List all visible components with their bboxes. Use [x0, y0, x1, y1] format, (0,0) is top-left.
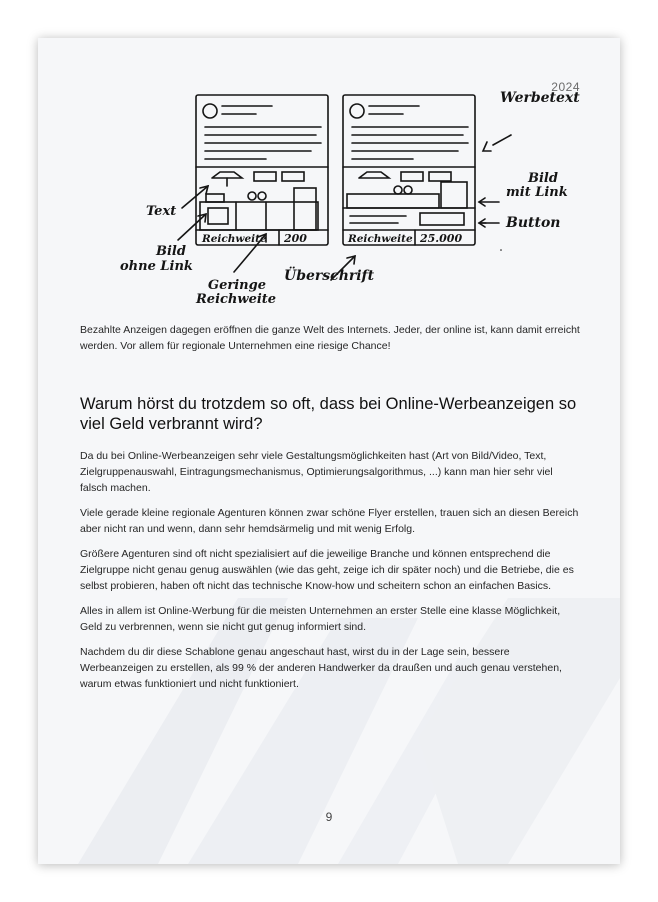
document-page [38, 38, 620, 864]
body-paragraph-2: Viele gerade kleine regionale Agenturen können zwar schöne Flyer erstellen, trauen sich an diesen Bereich aber nicht ran und wenn, dann sehr hemdsärmelig und mit wenig Erfolg. [80, 507, 579, 535]
main-content [80, 322, 580, 701]
ad-comparison-illustration [116, 90, 580, 307]
left-ad-avatar [203, 104, 217, 118]
right-ad-avatar [350, 104, 364, 118]
body-paragraph-1: Da du bei Online-Werbeanzeigen sehr viele Gestaltungsmöglichkeiten hast (Art von Bild/Video, Text, Zielgruppenauswahl, Eintragungsmechanismus, Optimierungsalgorithmus, ...) kann man hier sehr viel falsch machen. [80, 450, 553, 494]
left-reach-value: 200 [284, 232, 307, 245]
label-headline: Überschrift [284, 268, 375, 284]
label-low-reach-1: Geringe [208, 278, 266, 293]
label-image-no-link-2: ohne Link [120, 259, 193, 274]
label-text: Text [146, 204, 177, 219]
right-reach-label: Reichweite [348, 233, 413, 245]
body-paragraph-5: Nachdem du dir diese Schablone genau angeschaut hast, wirst du in der Lage sein, bessere Werbeanzeigen zu erstellen, als 99 % der anderen Handwerker da draußen und auch genau verstehen, warum etwas funktioniert und nicht funktioniert. [80, 646, 562, 690]
left-ad-card [196, 95, 328, 245]
left-reach-label: Reichweite [202, 233, 267, 245]
body-paragraph-3: Größere Agenturen sind oft nicht spezialisiert auf die jeweilige Branche und können entsprechend die Zielgruppe nicht genau genug auswählen (wie das geht, zeige ich dir später noch) und die Betriebe, die es selbst probieren, haben oft nicht das technische Know-how und scheitern schon an einfachen Basics. [80, 548, 574, 592]
section-heading: Warum hörst du trotzdem so oft, dass bei Online-Werbeanzeigen so viel Geld verbrannt wird? [80, 395, 577, 433]
label-low-reach-2: Reichweite [196, 292, 277, 307]
right-kitchen-image [347, 172, 467, 208]
right-ad-button [420, 213, 464, 225]
label-ad-text: Werbetext [500, 90, 580, 106]
page-number: 9 [325, 810, 333, 824]
label-button: Button [506, 215, 561, 231]
label-image-link-1: Bild [528, 171, 558, 186]
intro-paragraph: Bezahlte Anzeigen dagegen eröffnen die ganze Welt des Internets. Jeder, der online ist, kann damit erreicht werden. Vor allem für regionale Unternehmen eine riesige Chance! [80, 324, 580, 352]
right-reach-value: 25.000 [420, 232, 463, 245]
label-image-link-2: mit Link [506, 185, 568, 200]
body-paragraph-4: Alles in allem ist Online-Werbung für die meisten Unternehmen an erster Stelle eine klasse Möglichkeit, Geld zu verbrennen, wenn sie nicht gut genug informiert sind. [80, 605, 561, 633]
label-image-no-link-1: Bild [156, 244, 186, 259]
left-kitchen-image [200, 172, 318, 230]
year-label: 2024 [551, 80, 580, 94]
